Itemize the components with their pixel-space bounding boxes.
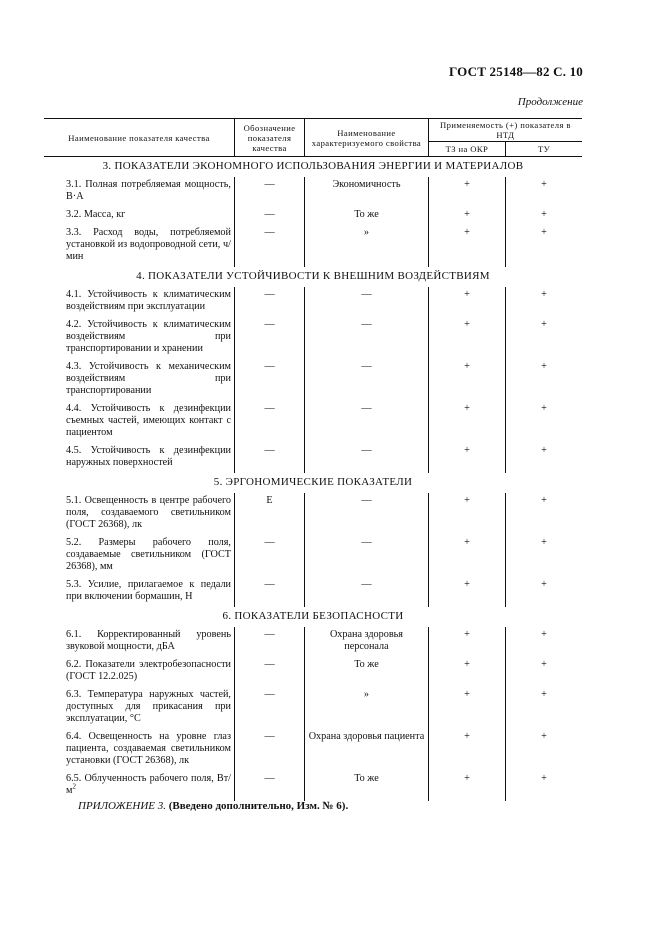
indicator-name-cell (44, 401, 234, 443)
property-cell (305, 627, 429, 657)
designation-cell-text: — (264, 537, 275, 548)
designation-cell-text: — (264, 227, 275, 238)
tu-cell (506, 317, 582, 359)
table-row (44, 287, 582, 317)
property-cell (305, 401, 429, 443)
property-cell (305, 359, 429, 401)
property-cell (305, 225, 429, 267)
quality-indicators-table (44, 118, 582, 801)
designation-cell (234, 493, 304, 535)
column-header-tu: ТУ (506, 142, 582, 157)
designation-cell-text: — (264, 289, 275, 300)
tu-cell (506, 577, 582, 607)
tu-cell-text: + (541, 731, 547, 742)
designation-cell (234, 657, 304, 687)
designation-cell-text: — (264, 773, 275, 784)
designation-cell (234, 627, 304, 657)
property-cell-text: Охрана здоровья персонала (329, 629, 403, 652)
designation-cell-text: — (264, 689, 275, 700)
tu-cell-text: + (541, 495, 547, 506)
tz-cell (428, 177, 505, 207)
designation-cell (234, 535, 304, 577)
indicator-name-cell-text: 6.5. Облученность рабочего поля, Вт/м (66, 773, 231, 796)
page-header-gost: ГОСТ 25148—82 С. 10 (449, 64, 583, 79)
indicator-name-cell-text: 5.2. Размеры рабочего поля, создаваемые светильником (ГОСТ 26368), мм (66, 537, 231, 572)
indicator-name-cell (44, 177, 234, 207)
indicator-name-cell-text: 6.1. Корректированный уровень звуковой мощности, дБА (66, 629, 231, 652)
section-title: 6. ПОКАЗАТЕЛИ БЕЗОПАСНОСТИ (222, 610, 404, 622)
table-row (44, 771, 582, 801)
property-cell-text: — (361, 445, 372, 456)
designation-cell (234, 225, 304, 267)
indicator-name-cell-text: 5.3. Усилие, прилагаемое к педали при включении бормашин, Н (66, 579, 231, 602)
tz-cell (428, 207, 505, 225)
table-row (44, 535, 582, 577)
tz-cell-text: + (464, 179, 470, 190)
table-row (44, 493, 582, 535)
section-title: 4. ПОКАЗАТЕЛИ УСТОЙЧИВОСТИ К ВНЕШНИМ ВОЗДЕЙСТВИЯМ (136, 270, 490, 282)
section-row (44, 157, 582, 178)
property-cell (305, 729, 429, 771)
indicator-name-cell-text: 3.1. Полная потребляемая мощность, В·А (66, 179, 231, 202)
designation-cell-text: — (264, 629, 275, 640)
table-row (44, 359, 582, 401)
tu-cell-text: + (541, 689, 547, 700)
tz-cell (428, 493, 505, 535)
indicator-name-cell (44, 577, 234, 607)
property-cell-text: » (363, 227, 369, 238)
tu-cell-text: + (541, 361, 547, 372)
tz-cell (428, 225, 505, 267)
indicator-name-cell-text: 5.1. Освещенность в центре рабочего поля, создаваемого светильником (ГОСТ 26368), лк (66, 495, 231, 530)
tu-cell (506, 401, 582, 443)
indicator-name-cell (44, 535, 234, 577)
tz-cell-text: + (464, 319, 470, 330)
table-row (44, 225, 582, 267)
tz-cell (428, 771, 505, 801)
property-cell (305, 207, 429, 225)
designation-cell-text: — (264, 209, 275, 220)
tz-cell-text: + (464, 773, 470, 784)
designation-cell (234, 287, 304, 317)
tz-cell-text: + (464, 579, 470, 590)
designation-cell (234, 359, 304, 401)
property-cell-text: То же (354, 209, 379, 220)
section-row (44, 473, 582, 493)
appendix-amendment: (Введено дополнительно, Изм. № 6). (168, 800, 349, 812)
indicator-name-cell-text: 6.4. Освещенность на уровне глаз пациента, создаваемая светильником установки (ГОСТ 26368), лк (66, 731, 231, 766)
tu-cell (506, 657, 582, 687)
appendix-note (78, 800, 348, 812)
property-cell (305, 287, 429, 317)
designation-cell-text: — (264, 659, 275, 670)
tu-cell-text: + (541, 773, 547, 784)
section-row (44, 267, 582, 287)
tz-cell-text: + (464, 209, 470, 220)
tu-cell (506, 535, 582, 577)
designation-cell (234, 443, 304, 473)
designation-cell (234, 687, 304, 729)
tz-cell (428, 577, 505, 607)
tz-cell-text: + (464, 495, 470, 506)
indicator-name-cell-text: 3.2. Масса, кг (66, 209, 126, 220)
indicator-name-cell (44, 627, 234, 657)
tu-cell-text: + (541, 403, 547, 414)
tz-cell (428, 657, 505, 687)
column-header-designation: Обозначение показателя качества (234, 119, 304, 157)
column-header-name: Наименование показателя качества (44, 119, 234, 157)
indicator-name-cell-text: 4.1. Устойчивость к климатическим воздействиям при эксплуатации (66, 289, 231, 312)
tu-cell-text: + (541, 579, 547, 590)
tu-cell (506, 287, 582, 317)
indicator-name-cell-text: 3.3. Расход воды, потребляемой установкой из водопроводной сети, ч/мин (66, 227, 231, 262)
designation-cell (234, 771, 304, 801)
designation-cell-text: — (264, 361, 275, 372)
table-row (44, 687, 582, 729)
tz-cell-text: + (464, 227, 470, 238)
indicator-name-cell (44, 225, 234, 267)
indicator-name-cell (44, 359, 234, 401)
unit-superscript: 2 (72, 782, 76, 791)
tu-cell (506, 493, 582, 535)
property-cell-text: Охрана здоровья пациента (308, 731, 425, 742)
property-cell-text: — (361, 361, 372, 372)
designation-cell-text: — (264, 179, 275, 190)
property-cell-text: — (361, 319, 372, 330)
designation-cell (234, 317, 304, 359)
tu-cell (506, 443, 582, 473)
property-cell-text: — (361, 403, 372, 414)
tz-cell (428, 317, 505, 359)
tu-cell-text: + (541, 179, 547, 190)
tu-cell-text: + (541, 209, 547, 220)
indicator-name-cell (44, 687, 234, 729)
designation-cell-text: — (264, 579, 275, 590)
table-row (44, 443, 582, 473)
tz-cell-text: + (464, 537, 470, 548)
tu-cell-text: + (541, 319, 547, 330)
tz-cell-text: + (464, 689, 470, 700)
property-cell (305, 443, 429, 473)
tu-cell-text: + (541, 289, 547, 300)
tz-cell-text: + (464, 659, 470, 670)
indicator-name-cell-text: 4.4. Устойчивость к дезинфекции съемных частей, имеющих контакт с пациентом (66, 403, 231, 438)
property-cell-text: То же (354, 773, 379, 784)
column-header-property: Наименование характеризуемого свойства (305, 119, 429, 157)
designation-cell-text: E (266, 495, 273, 506)
tz-cell-text: + (464, 403, 470, 414)
property-cell-text: — (361, 537, 372, 548)
tz-cell-text: + (464, 629, 470, 640)
section-title: 5. ЭРГОНОМИЧЕСКИЕ ПОКАЗАТЕЛИ (213, 476, 413, 488)
indicator-name-cell (44, 317, 234, 359)
table-row (44, 401, 582, 443)
designation-cell (234, 177, 304, 207)
tu-cell (506, 177, 582, 207)
indicator-name-cell (44, 729, 234, 771)
tu-cell-text: + (541, 629, 547, 640)
column-header-tz: ТЗ на ОКР (428, 142, 505, 157)
column-header-applicability: Применяемость (+) показателя в НТД (428, 119, 582, 142)
tz-cell (428, 443, 505, 473)
designation-cell (234, 577, 304, 607)
table-row (44, 577, 582, 607)
tz-cell-text: + (464, 289, 470, 300)
property-cell (305, 577, 429, 607)
property-cell (305, 317, 429, 359)
section-row (44, 607, 582, 627)
property-cell-text: — (361, 289, 372, 300)
table-row (44, 657, 582, 687)
tz-cell (428, 627, 505, 657)
property-cell-text: Экономичность (332, 179, 401, 190)
tz-cell (428, 687, 505, 729)
designation-cell (234, 729, 304, 771)
tz-cell-text: + (464, 731, 470, 742)
indicator-name-cell (44, 443, 234, 473)
tu-cell (506, 225, 582, 267)
table-row (44, 729, 582, 771)
table-row (44, 627, 582, 657)
tu-cell (506, 729, 582, 771)
tz-cell (428, 287, 505, 317)
tz-cell-text: + (464, 445, 470, 456)
property-cell (305, 771, 429, 801)
designation-cell (234, 207, 304, 225)
indicator-name-cell-text: 4.3. Устойчивость к механическим воздействиям при транспортировании (66, 361, 231, 396)
designation-cell-text: — (264, 445, 275, 456)
tu-cell (506, 359, 582, 401)
property-cell (305, 687, 429, 729)
tu-cell-text: + (541, 445, 547, 456)
tz-cell (428, 401, 505, 443)
tu-cell (506, 687, 582, 729)
tz-cell-text: + (464, 361, 470, 372)
property-cell (305, 657, 429, 687)
indicator-name-cell-text: 6.3. Температура наружных частей, доступных для прикасания при эксплуатации, °C (66, 689, 231, 724)
continuation-label: Продолжение (517, 96, 583, 108)
property-cell (305, 535, 429, 577)
indicator-name-cell (44, 207, 234, 225)
table-row (44, 177, 582, 207)
tu-cell (506, 771, 582, 801)
appendix-label: ПРИЛОЖЕНИЕ 3. (78, 800, 166, 812)
designation-cell-text: — (264, 731, 275, 742)
table-row (44, 207, 582, 225)
table-row (44, 317, 582, 359)
tz-cell (428, 535, 505, 577)
section-title: 3. ПОКАЗАТЕЛИ ЭКОНОМНОГО ИСПОЛЬЗОВАНИЯ ЭНЕРГИИ И МАТЕРИАЛОВ (102, 160, 524, 172)
indicator-name-cell-text: 4.5. Устойчивость к дезинфекции наружных поверхностей (66, 445, 231, 468)
table-body (44, 157, 582, 802)
tz-cell (428, 359, 505, 401)
indicator-name-cell (44, 657, 234, 687)
designation-cell-text: — (264, 403, 275, 414)
indicator-name-cell-text: 6.2. Показатели электробезопасности (ГОСТ 12.2.025) (66, 659, 231, 682)
tu-cell (506, 207, 582, 225)
tu-cell (506, 627, 582, 657)
indicator-name-cell (44, 493, 234, 535)
property-cell-text: То же (354, 659, 379, 670)
tu-cell-text: + (541, 659, 547, 670)
tu-cell-text: + (541, 537, 547, 548)
designation-cell-text: — (264, 319, 275, 330)
property-cell-text: » (363, 689, 369, 700)
indicator-name-cell (44, 287, 234, 317)
tu-cell-text: + (541, 227, 547, 238)
property-cell-text: — (361, 495, 372, 506)
designation-cell (234, 401, 304, 443)
indicator-name-cell-text: 4.2. Устойчивость к климатическим воздействиям при транспортировании и хранении (66, 319, 231, 354)
tz-cell (428, 729, 505, 771)
indicator-name-cell (44, 771, 234, 801)
property-cell-text: — (361, 579, 372, 590)
property-cell (305, 493, 429, 535)
property-cell (305, 177, 429, 207)
